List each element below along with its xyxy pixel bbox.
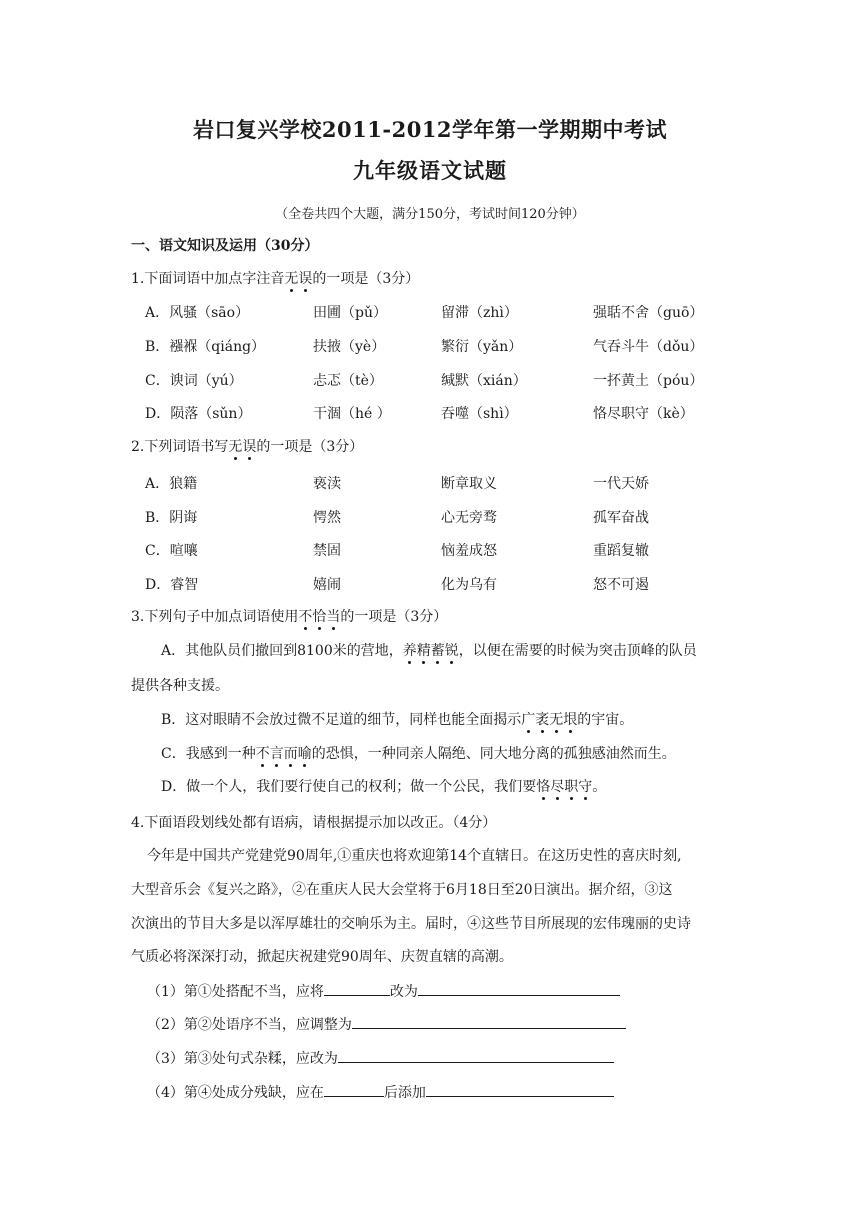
- q4-a1-mid: 改为: [389, 984, 418, 1000]
- q1-option-a-3: 留滞（zhì）: [441, 305, 518, 321]
- answer-blank[interactable]: [352, 1014, 626, 1029]
- q3-c-emph-char: 而: [284, 743, 298, 763]
- q3-c-emph-char: 不: [256, 743, 270, 763]
- q3-d-text-post: 。: [592, 779, 607, 795]
- q4-passage-line: 气质必将深深打动，掀起庆祝建党90周年、庆贺直辖的高潮。: [131, 949, 513, 965]
- q1-option-c-1: C．谀词（yú）: [145, 373, 243, 389]
- q4-answer-1: [147, 981, 620, 1001]
- q2-option-d-2: 嬉闹: [313, 577, 341, 593]
- q3-a-text-pre: A．其他队员们撤回到8100米的营地，: [161, 643, 403, 659]
- q2-option-a-2: 亵渎: [313, 476, 341, 492]
- q3-b-emph-char: 垠: [563, 709, 577, 729]
- q1-option-d-4: 恪尽职守（kè）: [593, 406, 694, 422]
- q2-emph-char: 无: [228, 436, 242, 456]
- q1-option-b-2: 扶掖（yè）: [313, 339, 386, 355]
- q3-emph-char: 当: [326, 606, 340, 626]
- q3-stem-post: 的一项是（3分）: [340, 609, 448, 625]
- answer-blank[interactable]: [418, 981, 620, 996]
- q1-option-d-1: D．陨落（sǔn）: [145, 406, 252, 422]
- q3-d-emph-char: 守: [578, 776, 592, 796]
- q4-passage-line: 大型音乐会《复兴之路》，②在重庆人民大会堂将于6月18日至20日演出。据介绍，③这: [131, 882, 673, 898]
- q1-option-b-4: 气吞斗牛（dǒu）: [593, 339, 704, 355]
- q3-a-emph-char: 养: [403, 640, 417, 660]
- q2-option-c-2: 禁固: [313, 543, 341, 559]
- q2-option-a-1: A．狼籍: [145, 476, 198, 492]
- q2-option-a-3: 断章取义: [441, 476, 497, 492]
- q2-option-d-1: D．睿智: [145, 577, 199, 593]
- q1-option-d-3: 吞噬（shì）: [441, 406, 518, 422]
- q2-option-b-4: 孤军奋战: [593, 510, 649, 526]
- q1-option-c-3: 缄默（xián）: [441, 373, 527, 389]
- q3-b-emph-char: 无: [549, 709, 563, 729]
- q1-emph-char: 误: [298, 268, 312, 288]
- q3-stem-pre: 3.下列句子中加点词语使用: [131, 609, 299, 625]
- q3-b-emph-char: 袤: [535, 709, 549, 729]
- q3-c-text-pre: C．我感到一种: [161, 746, 256, 762]
- q3-option-b: [161, 709, 633, 729]
- question-1-stem: [131, 268, 419, 288]
- q1-option-d-2: 干涸（hé ）: [313, 406, 391, 422]
- exam-title: 岩口复兴学校2011-2012学年第一学期期中考试: [192, 117, 668, 142]
- q4-answer-4: [147, 1082, 614, 1102]
- q2-option-b-1: B．阴诲: [145, 510, 198, 526]
- q2-option-c-4: 重蹈复辙: [593, 543, 649, 559]
- q3-c-emph-char: 喻: [298, 743, 312, 763]
- q3-a-emph-char: 精: [417, 640, 431, 660]
- exam-instructions: （全卷共四个大题，满分150分，考试时间120分钟）: [275, 207, 585, 222]
- question-2-stem: [131, 436, 363, 456]
- q2-stem-pre: 2.下列词语书写: [131, 439, 229, 455]
- q3-a-emph-char: 锐: [445, 640, 459, 660]
- q3-b-emph-char: 广: [521, 709, 535, 729]
- q3-b-text-pre: B．这对眼睛不会放过微不足道的细节，同样也能全面揭示: [161, 712, 522, 728]
- answer-blank[interactable]: [338, 1048, 614, 1063]
- q3-option-a: [161, 640, 697, 660]
- q2-option-d-4: 怒不可遏: [593, 577, 649, 593]
- q3-option-a-continued: 提供各种支援。: [131, 678, 229, 694]
- q2-option-a-4: 一代天娇: [593, 476, 649, 492]
- q2-option-b-2: 愕然: [313, 510, 341, 526]
- q3-a-emph-char: 蓄: [431, 640, 445, 660]
- q4-passage-line: 今年是中国共产党建党90周年,①重庆也将欢迎第14个直辖日。在这历史性的喜庆时刻,: [147, 848, 682, 864]
- q1-emph-char: 无: [284, 268, 298, 288]
- q4-answer-3: [147, 1048, 614, 1068]
- q1-option-a-2: 田圃（pǔ）: [313, 305, 387, 321]
- q1-stem-post: 的一项是（3分）: [312, 271, 420, 287]
- q3-emph-char: 不: [298, 606, 312, 626]
- q2-emph-char: 误: [242, 436, 256, 456]
- section-heading: 一、语文知识及运用（30分）: [131, 238, 319, 254]
- q3-emph-char: 恰: [312, 606, 326, 626]
- q3-option-c: [161, 743, 676, 763]
- q1-option-b-3: 繁衍（yǎn）: [441, 339, 523, 355]
- answer-blank[interactable]: [324, 981, 390, 996]
- exam-subtitle-grade: 九年级语文试题: [353, 158, 507, 183]
- q4-a2-label: （2）第②处语序不当，应调整为: [147, 1017, 352, 1033]
- q3-d-emph-char: 职: [564, 776, 578, 796]
- q3-c-text-post: 的恐惧，一种同亲人隔绝、同大地分离的孤独感油然而生。: [311, 746, 676, 762]
- q1-option-c-2: 忐忑（tè）: [313, 373, 383, 389]
- q3-d-emph-char: 恪: [536, 776, 550, 796]
- q2-option-b-3: 心无旁骛: [441, 510, 497, 526]
- q4-a4-mid: 后添加: [383, 1085, 426, 1101]
- answer-blank[interactable]: [426, 1082, 614, 1097]
- q2-stem-post: 的一项是（3分）: [256, 439, 364, 455]
- q3-d-text-pre: D．做一个人，我们要行使自己的权利；做一个公民，我们要: [161, 779, 537, 795]
- q4-a4-label: （4）第④处成分残缺，应在: [147, 1085, 324, 1101]
- q1-option-a-4: 强聒不舍（guō）: [593, 305, 704, 321]
- q2-option-c-3: 恼羞成怒: [441, 543, 497, 559]
- question-4-stem: 4.下面语段划线处都有语病，请根据提示加以改正。（4分）: [131, 815, 497, 831]
- q3-b-text-post: 的宇宙。: [577, 712, 634, 728]
- q4-a3-label: （3）第③处句式杂糅，应改为: [147, 1051, 338, 1067]
- q2-option-c-1: C．喧嚷: [145, 543, 198, 559]
- q4-answer-2: [147, 1014, 626, 1034]
- q3-d-emph-char: 尽: [550, 776, 564, 796]
- q4-passage-line: 次演出的节目大多是以浑厚雄壮的交响乐为主。届时，④这些节目所展现的宏伟瑰丽的史诗: [131, 916, 691, 932]
- question-3-stem: [131, 606, 447, 626]
- q3-c-emph-char: 言: [270, 743, 284, 763]
- q1-option-c-4: 一抔黄土（póu）: [593, 373, 704, 389]
- q3-a-text-post: ，以便在需要的时候为突击顶峰的队员: [458, 643, 697, 659]
- q1-stem-pre: 1.下面词语中加点字注音: [131, 271, 285, 287]
- q3-option-d: [161, 776, 606, 796]
- q1-option-a-1: A．风骚（sāo）: [145, 305, 250, 321]
- q4-a1-label: （1）第①处搭配不当，应将: [147, 984, 324, 1000]
- q1-option-b-1: B．襁褓（qiáng）: [145, 339, 266, 355]
- q2-option-d-3: 化为乌有: [441, 577, 497, 593]
- answer-blank[interactable]: [324, 1082, 384, 1097]
